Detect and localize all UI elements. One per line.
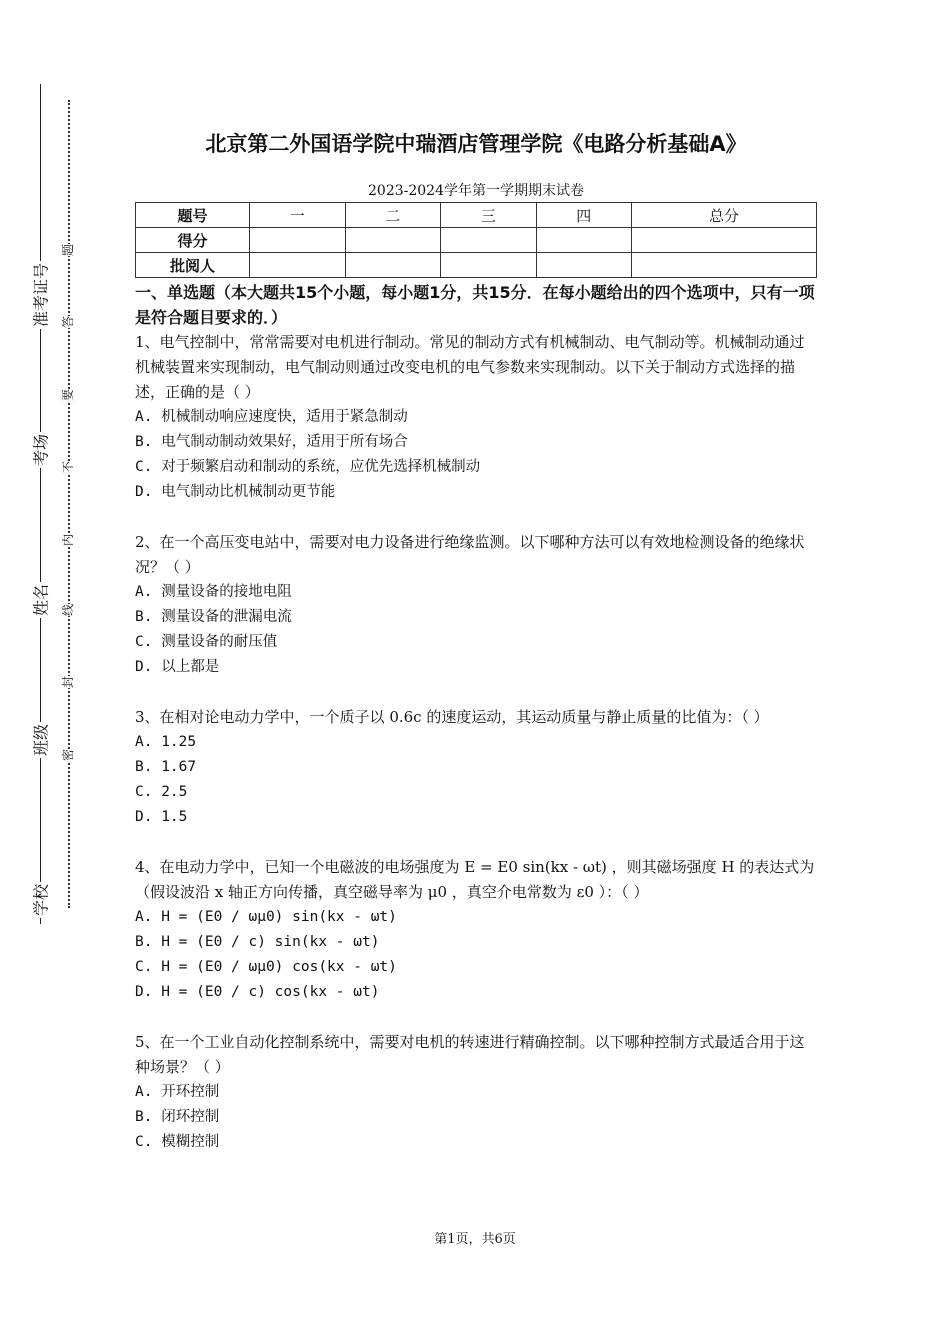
exam-number-label: 准考证号 [20, 250, 60, 340]
question-option: D. 电气制动比机械制动更节能 [135, 484, 336, 500]
question-3 [135, 705, 817, 830]
score-table-header: 题号 [136, 203, 250, 228]
score-table-row [136, 253, 817, 278]
question-option: B. H = (E0 / c) sin(kx - ωt) [135, 934, 380, 950]
score-table [135, 202, 817, 278]
score-table-header: 三 [441, 203, 537, 228]
score-cell[interactable] [536, 253, 632, 278]
question-stem: 5、在一个工业自动化控制系统中，需要对电机的转速进行精确控制。以下哪种控制方式最适合用于这种场景？（ ） [135, 1033, 805, 1076]
question-stem: 4、在电动力学中，已知一个电磁波的电场强度为 E = E0 sin(kx - ωt) ，则其磁场强度 H 的表达式为（假设波沿 x 轴正方向传播，真空磁导率为 μ0 ，真空介电常数为 ε0 ）：（ ） [135, 858, 815, 901]
section-heading: 一、单选题（本大题共15个小题，每小题1分，共15分．在每小题给出的四个选项中，只有一项是符合题目要求的．） [135, 283, 815, 327]
question-option: C. H = (E0 / ωμ0) cos(kx - ωt) [135, 959, 397, 975]
seal-char: 不 [61, 460, 75, 474]
score-table-header: 一 [250, 203, 346, 228]
score-table-header: 四 [536, 203, 632, 228]
score-table-row [136, 228, 817, 253]
question-option: A. H = (E0 / ωμ0) sin(kx - ωt) [135, 909, 397, 925]
exam-content [135, 120, 817, 1155]
question-option: D. 以上都是 [135, 659, 220, 675]
score-row-label: 批阅人 [136, 253, 250, 278]
score-cell[interactable] [250, 253, 346, 278]
score-cell[interactable] [632, 228, 817, 253]
exam-room-label: 考场 [20, 405, 60, 495]
name-label: 姓名 [20, 555, 60, 645]
score-cell[interactable] [536, 228, 632, 253]
question-option: D. 1.5 [135, 809, 188, 825]
score-row-label: 得分 [136, 228, 250, 253]
score-table-header-row [136, 203, 817, 228]
binding-solid-line [40, 84, 41, 924]
question-option: B. 1.67 [135, 759, 197, 775]
score-cell[interactable] [250, 228, 346, 253]
seal-char: 内 [61, 533, 75, 547]
seal-char: 答 [61, 315, 75, 329]
seal-char: 封 [61, 675, 75, 689]
score-table-header: 二 [345, 203, 441, 228]
exam-title: 北京第二外国语学院中瑞酒店管理学院《电路分析基础A》 [205, 132, 747, 156]
score-cell[interactable] [441, 253, 537, 278]
question-stem: 3、在相对论电动力学中，一个质子以 0.6c 的速度运动，其运动质量与静止质量的比值为：（ ） [135, 708, 769, 726]
question-option: B. 闭环控制 [135, 1109, 220, 1125]
question-option: C. 2.5 [135, 784, 188, 800]
seal-char: 题 [61, 243, 75, 257]
exam-subtitle: 2023-2024学年第一学期期末试卷 [368, 183, 584, 199]
seal-char: 密 [61, 748, 75, 762]
question-option: C. 模糊控制 [135, 1134, 220, 1150]
binding-margin [0, 0, 110, 1344]
score-cell[interactable] [345, 253, 441, 278]
class-label: 班级 [20, 695, 60, 785]
question-option: D. H = (E0 / c) cos(kx - ωt) [135, 984, 380, 1000]
seal-char: 线 [61, 603, 75, 617]
score-cell[interactable] [441, 228, 537, 253]
binding-dotted-line [68, 100, 70, 908]
question-option: A. 开环控制 [135, 1084, 220, 1100]
question-stem: 1、电气控制中，常常需要对电机进行制动。常见的制动方式有机械制动、电气制动等。机械制动通过机械装置来实现制动，电气制动则通过改变电机的电气参数来实现制动。以下关于制动方式选择的描述，正确的是（ ） [135, 333, 805, 401]
question-4 [135, 855, 817, 1005]
question-option: A. 1.25 [135, 734, 197, 750]
score-cell[interactable] [632, 253, 817, 278]
seal-char: 要 [61, 388, 75, 402]
question-option: B. 测量设备的泄漏电流 [135, 609, 292, 625]
question-2 [135, 530, 817, 680]
question-option: A. 测量设备的接地电阻 [135, 584, 292, 600]
question-option: B. 电气制动制动效果好，适用于所有场合 [135, 434, 408, 450]
school-label: 学校 [20, 855, 60, 945]
question-5 [135, 1030, 817, 1155]
question-option: A. 机械制动响应速度快，适用于紧急制动 [135, 409, 408, 425]
score-table-header: 总分 [632, 203, 817, 228]
question-1 [135, 330, 817, 505]
question-option: C. 对于频繁启动和制动的系统，应优先选择机械制动 [135, 459, 481, 475]
question-stem: 2、在一个高压变电站中，需要对电力设备进行绝缘监测。以下哪种方法可以有效地检测设备的绝缘状况？（ ） [135, 533, 805, 576]
question-option: C. 测量设备的耐压值 [135, 634, 278, 650]
score-cell[interactable] [345, 228, 441, 253]
page-footer: 第1页，共6页 [434, 1232, 516, 1247]
